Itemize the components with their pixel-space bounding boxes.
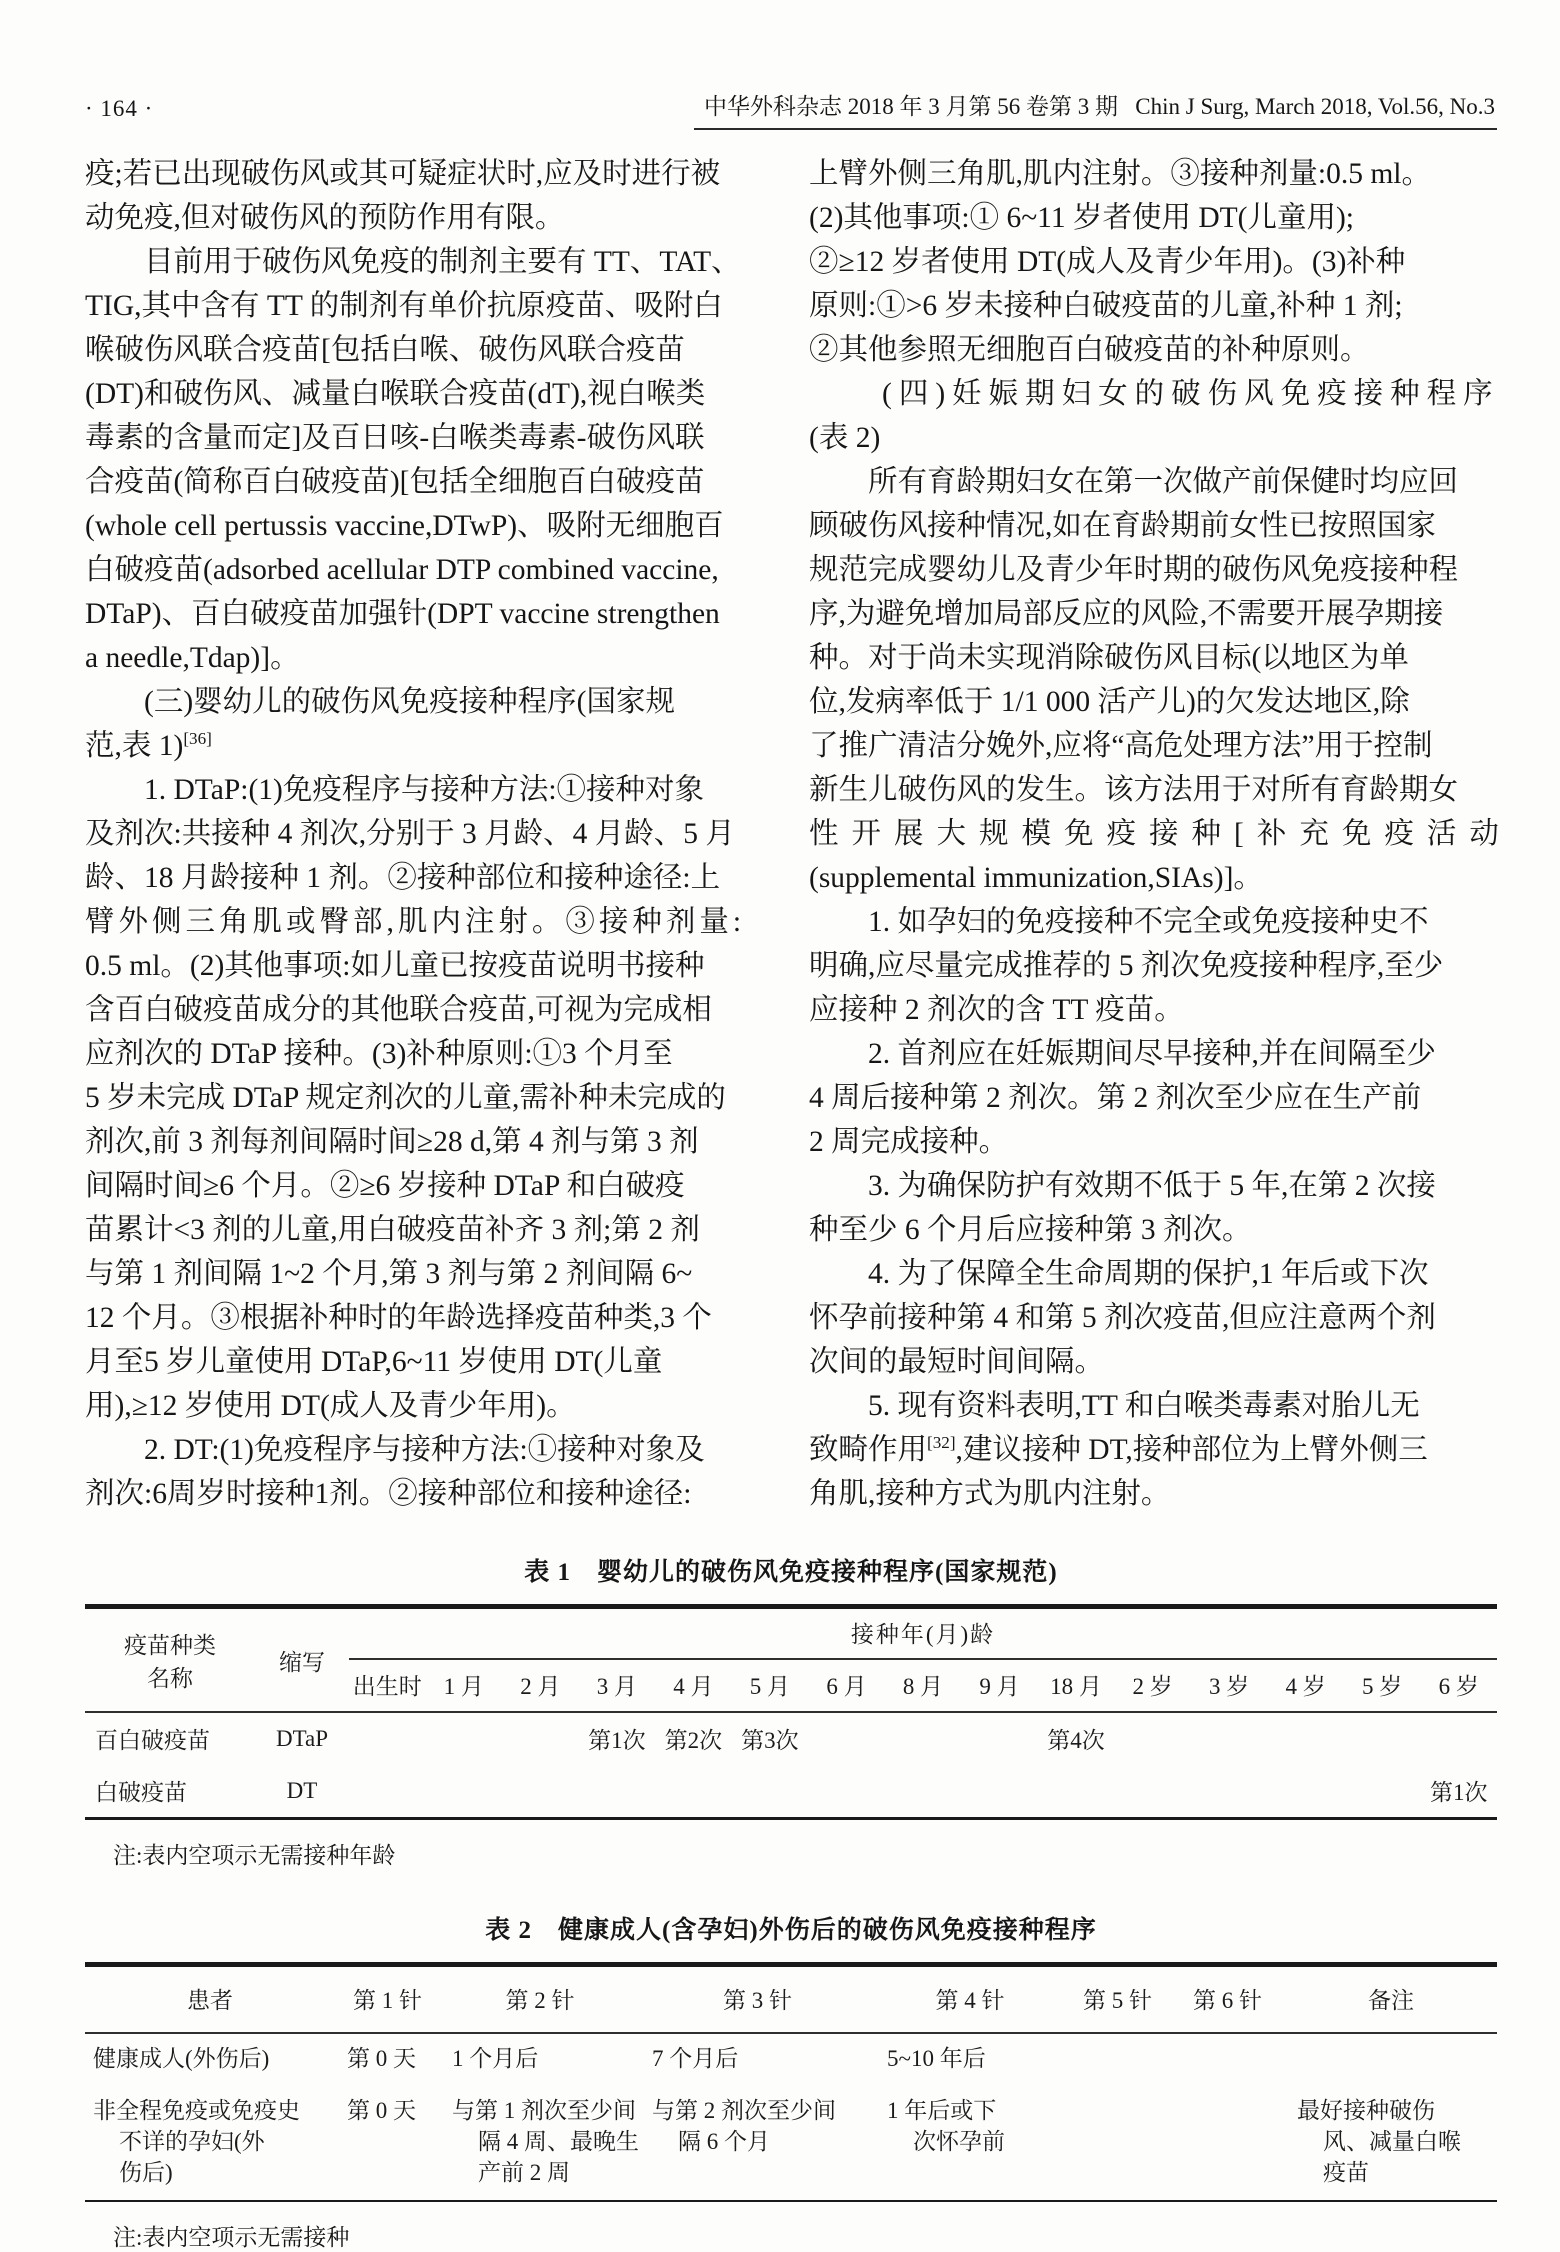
dose-cell xyxy=(1038,1765,1115,1819)
schedule-cell xyxy=(1065,2086,1170,2201)
text-line: a needle,Tdap)]。 xyxy=(85,642,300,674)
journal-citation: 中华外科杂志 2018 年 3 月第 56 卷第 3 期 Chin J Surg, March 2018, Vol.56, No.3 xyxy=(694,88,1497,130)
text-line: 应接种 2 剂次的含 TT 疫苗。 xyxy=(809,994,1184,1026)
page-number: · 164 · xyxy=(85,96,154,121)
cell-line: 次怀孕前 xyxy=(913,2129,1005,2154)
text-line: (whole cell pertussis vaccine,DTwP)、吸附无细胞百 xyxy=(85,510,724,542)
text-line: 顾破伤风接种情况,如在育龄期前女性已按照国家 xyxy=(809,510,1436,542)
vaccine-name: 白破疫苗 xyxy=(95,1780,187,1805)
text-line: 应剂次的 DTaP 接种。(3)补种原则:①3 个月至 xyxy=(85,1038,673,1070)
schedule-cell xyxy=(640,2086,875,2201)
text-line: 合疫苗(简称百白破疫苗)[包括全细胞百白破疫苗 xyxy=(85,466,705,498)
text-line: 1. 如孕妇的免疫接种不完全或免疫接种史不 xyxy=(809,906,1429,938)
age-column-header: 4 月 xyxy=(655,1659,732,1712)
text-line: 原则:①>6 岁未接种白破疫苗的儿童,补种 1 剂; xyxy=(809,290,1403,322)
schedule-cell xyxy=(1170,2033,1285,2086)
schedule-cell xyxy=(440,2086,640,2201)
text-line: (四)妊娠期妇女的破伤风免疫接种程序 xyxy=(809,378,1500,410)
cell-line: 疫苗 xyxy=(1323,2160,1369,2185)
text-line: 范,表 1)[36] xyxy=(85,729,212,762)
cell-line: 不详的孕妇(外 xyxy=(119,2129,265,2154)
table-header-row xyxy=(85,1965,1497,2034)
text-line: 12 个月。③根据补种时的年龄选择疫苗种类,3 个 xyxy=(85,1302,712,1334)
age-column-header: 9 月 xyxy=(961,1659,1038,1712)
text-line: 5. 现有资料表明,TT 和白喉类毒素对胎儿无 xyxy=(809,1390,1420,1422)
dose-cell xyxy=(349,1765,426,1819)
text-line: 4. 为了保障全生命周期的保护,1 年后或下次 xyxy=(809,1258,1429,1290)
text-line: 苗累计<3 剂的儿童,用白破疫苗补齐 3 剂;第 2 剂 xyxy=(85,1214,700,1246)
schedule-cell xyxy=(85,2033,335,2086)
dose-cell: 第4次 xyxy=(1047,1728,1105,1753)
text-line: 次间的最短时间间隔。 xyxy=(809,1346,1105,1378)
text-line: 1. DTaP:(1)免疫程序与接种方法:①接种对象 xyxy=(85,774,705,806)
column-header: 第 6 针 xyxy=(1170,1965,1285,2034)
text-line: 4 周后接种第 2 剂次。第 2 剂次至少应在生产前 xyxy=(809,1082,1422,1114)
schedule-cell xyxy=(1285,2086,1497,2201)
dose-cell xyxy=(1420,1712,1497,1765)
dose-cell xyxy=(885,1765,962,1819)
dose-cell xyxy=(426,1712,503,1765)
text-line: 角肌,接种方式为肌内注射。 xyxy=(809,1478,1171,1510)
schedule-cell xyxy=(335,2033,440,2086)
text-line: ②≥12 岁者使用 DT(成人及青少年用)。(3)补种 xyxy=(809,246,1406,278)
text-line: 用),≥12 岁使用 DT(成人及青少年用)。 xyxy=(85,1390,576,1422)
table-row xyxy=(85,2033,1497,2086)
schedule-cell xyxy=(640,2033,875,2086)
text-line: 间隔时间≥6 个月。②≥6 岁接种 DTaP 和白破疫 xyxy=(85,1170,685,1202)
text-line: (DT)和破伤风、减量白喉联合疫苗(dT),视白喉类 xyxy=(85,378,706,410)
text-line: 及剂次:共接种 4 剂次,分别于 3 月龄、4 月龄、5 月 xyxy=(85,818,735,850)
dose-cell xyxy=(1267,1765,1344,1819)
dose-cell xyxy=(1267,1712,1344,1765)
cell-line: 风、减量白喉 xyxy=(1323,2129,1461,2154)
dose-cell xyxy=(961,1712,1038,1765)
column-header: 第 5 针 xyxy=(1065,1965,1170,2034)
text-line: 2. DT:(1)免疫程序与接种方法:①接种对象及 xyxy=(85,1434,705,1466)
page-header xyxy=(85,88,1497,130)
schedule-cell xyxy=(1170,2086,1285,2201)
schedule-cell xyxy=(85,2086,335,2201)
vaccine-name: 百白破疫苗 xyxy=(95,1728,210,1753)
age-column-header: 5 月 xyxy=(732,1659,809,1712)
cell-line: 与第 1 剂次至少间 xyxy=(452,2098,636,2123)
cell-line: 非全程免疫或免疫史 xyxy=(93,2098,300,2123)
dose-cell xyxy=(1114,1765,1191,1819)
header-line: 疫苗种类 xyxy=(124,1633,216,1658)
left-column xyxy=(85,152,773,1516)
text-line: 剂次,前 3 剂每剂间隔时间≥28 d,第 4 剂与第 3 剂 xyxy=(85,1126,699,1158)
column-header: 患者 xyxy=(85,1965,335,2034)
table2-title: 表 2 健康成人(含孕妇)外伤后的破伤风免疫接种程序 xyxy=(485,1917,1097,1944)
text-line: 含百白破疫苗成分的其他联合疫苗,可视为完成相 xyxy=(85,994,712,1026)
table1-infant-schedule xyxy=(85,1604,1497,1820)
text-line: (2)其他事项:① 6~11 岁者使用 DT(儿童用); xyxy=(809,202,1355,234)
text-line: 毒素的含量而定]及百日咳-白喉类毒素-破伤风联 xyxy=(85,422,705,454)
text-line: TIG,其中含有 TT 的制剂有单价抗原疫苗、吸附白 xyxy=(85,290,723,322)
cell-line: 5~10 年后 xyxy=(887,2046,986,2071)
text-line: 龄、18 月龄接种 1 剂。②接种部位和接种途径:上 xyxy=(85,862,721,894)
schedule-cell xyxy=(1285,2033,1497,2086)
text-line: 喉破伤风联合疫苗[包括白喉、破伤风联合疫苗 xyxy=(85,334,685,366)
text-line: (三)婴幼儿的破伤风免疫接种程序(国家规 xyxy=(85,686,675,718)
schedule-cell xyxy=(875,2086,1065,2201)
text-line: 剂次:6周岁时接种1剂。②接种部位和接种途径: xyxy=(85,1478,692,1510)
table1-title: 表 1 婴幼儿的破伤风免疫接种程序(国家规范) xyxy=(524,1559,1058,1586)
schedule-cell xyxy=(335,2086,440,2201)
cell-line: 第 0 天 xyxy=(347,2046,416,2071)
text-line: 种至少 6 个月后应接种第 3 剂次。 xyxy=(809,1214,1252,1246)
text-line: 了推广清洁分娩外,应将“高危处理方法”用于控制 xyxy=(809,730,1433,762)
dose-cell xyxy=(808,1712,885,1765)
schedule-cell xyxy=(875,2033,1065,2086)
column-header: 第 2 针 xyxy=(440,1965,640,2034)
dose-cell xyxy=(502,1712,579,1765)
vaccine-abbr: DTaP xyxy=(275,1725,329,1751)
dose-cell xyxy=(655,1765,732,1819)
text-line: (表 2) xyxy=(809,422,881,454)
dose-cell: 第3次 xyxy=(741,1728,799,1753)
reference-superscript: [36] xyxy=(183,729,212,749)
dose-cell xyxy=(1344,1712,1421,1765)
right-column xyxy=(809,152,1512,1516)
dose-cell xyxy=(808,1765,885,1819)
text-line: ②其他参照无细胞百白破疫苗的补种原则。 xyxy=(809,334,1370,366)
age-column-header: 5 岁 xyxy=(1344,1659,1421,1712)
age-column-header: 1 月 xyxy=(426,1659,503,1712)
column-header: 第 1 针 xyxy=(335,1965,440,2034)
age-column-header: 3 岁 xyxy=(1191,1659,1268,1712)
abbreviation-header: 缩写 xyxy=(255,1607,349,1713)
schedule-cell xyxy=(1065,2033,1170,2086)
cell-line: 最好接种破伤 xyxy=(1297,2098,1435,2123)
table2-adult-schedule xyxy=(85,1962,1497,2202)
dose-cell: 第1次 xyxy=(1429,1780,1488,1805)
column-header: 第 4 针 xyxy=(875,1965,1065,2034)
text-line: 怀孕前接种第 4 和第 5 剂次疫苗,但应注意两个剂 xyxy=(809,1302,1436,1334)
cell-line: 1 个月后 xyxy=(452,2046,539,2071)
table-row xyxy=(85,1765,1497,1819)
vaccine-abbr: DT xyxy=(286,1777,318,1803)
table2-note: 注:表内空项示无需接种 xyxy=(113,2225,350,2250)
schedule-cell xyxy=(440,2033,640,2086)
cell-line: 7 个月后 xyxy=(652,2046,739,2071)
cell-line: 健康成人(外伤后) xyxy=(93,2046,270,2071)
text-line: 与第 1 剂间隔 1~2 个月,第 3 剂与第 2 剂间隔 6~ xyxy=(85,1258,693,1290)
table1-note: 注:表内空项示无需接种年龄 xyxy=(113,1843,396,1868)
age-column-header: 18 月 xyxy=(1038,1659,1115,1712)
text-line: 5 岁未完成 DTaP 规定剂次的儿童,需补种未完成的 xyxy=(85,1082,726,1114)
age-column-header: 4 岁 xyxy=(1267,1659,1344,1712)
text-line: 致畸作用[32],建议接种 DT,接种部位为上臂外侧三 xyxy=(809,1433,1428,1466)
dose-cell xyxy=(579,1765,656,1819)
dose-cell xyxy=(426,1765,503,1819)
age-column-header: 3 月 xyxy=(579,1659,656,1712)
cell-line: 1 年后或下 xyxy=(887,2098,997,2123)
text-line: 臂外侧三角肌或臀部,肌内注射。③接种剂量: xyxy=(85,906,746,938)
dose-cell xyxy=(732,1765,809,1819)
cell-line: 与第 2 剂次至少间 xyxy=(652,2098,836,2123)
dose-cell xyxy=(502,1765,579,1819)
dose-cell xyxy=(961,1765,1038,1819)
age-column-header: 2 岁 xyxy=(1114,1659,1191,1712)
age-column-header: 6 月 xyxy=(808,1659,885,1712)
table-row xyxy=(85,1712,1497,1765)
text-line: 目前用于破伤风免疫的制剂主要有 TT、TAT、 xyxy=(85,246,741,278)
table-row xyxy=(85,2086,1497,2201)
header-line: 名称 xyxy=(147,1666,193,1691)
age-column-header: 出生时 xyxy=(349,1659,426,1712)
table-header-row xyxy=(85,1607,1497,1660)
dose-cell: 第2次 xyxy=(664,1728,723,1753)
cell-line: 产前 2 周 xyxy=(478,2160,570,2185)
column-header: 第 3 针 xyxy=(640,1965,875,2034)
age-column-header: 6 岁 xyxy=(1420,1659,1497,1712)
text-line: 0.5 ml。(2)其他事项:如儿童已按疫苗说明书接种 xyxy=(85,950,705,982)
text-line: 疫;若已出现破伤风或其可疑症状时,应及时进行被 xyxy=(85,158,721,190)
dose-cell xyxy=(1191,1765,1268,1819)
text-line: 所有育龄期妇女在第一次做产前保健时均应回 xyxy=(809,466,1459,498)
text-line: 白破疫苗(adsorbed acellular DTP combined vaccine, xyxy=(85,554,719,586)
text-line: 月至5 岁儿童使用 DTaP,6~11 岁使用 DT(儿童 xyxy=(85,1346,663,1378)
text-line: 3. 为确保防护有效期不低于 5 年,在第 2 次接 xyxy=(809,1170,1436,1202)
cell-line: 隔 4 周、最晚生 xyxy=(478,2129,639,2154)
text-line: 位,发病率低于 1/1 000 活产儿)的欠发达地区,除 xyxy=(809,686,1410,718)
text-line: DTaP)、百白破疫苗加强针(DPT vaccine strengthen xyxy=(85,598,720,630)
text-line: 新生儿破伤风的发生。该方法用于对所有育龄期女 xyxy=(809,774,1459,806)
text-line: 动免疫,但对破伤风的预防作用有限。 xyxy=(85,202,565,234)
age-column-header: 2 月 xyxy=(502,1659,579,1712)
dose-cell xyxy=(349,1712,426,1765)
text-line: (supplemental immunization,SIAs)]。 xyxy=(809,862,1263,894)
vaccine-type-header xyxy=(85,1607,255,1713)
text-line: 序,为避免增加局部反应的风险,不需要开展孕期接 xyxy=(809,598,1444,630)
dose-cell xyxy=(885,1712,962,1765)
cell-line: 伤后) xyxy=(119,2160,173,2185)
text-line: 种。对于尚未实现消除破伤风目标(以地区为单 xyxy=(809,642,1409,674)
text-line: 2 周完成接种。 xyxy=(809,1126,1009,1158)
cell-line: 隔 6 个月 xyxy=(678,2129,770,2154)
article-body xyxy=(85,152,1512,1516)
age-column-header: 8 月 xyxy=(885,1659,962,1712)
column-header: 备注 xyxy=(1285,1965,1497,2034)
dose-cell: 第1次 xyxy=(588,1728,646,1753)
text-line: 2. 首剂应在妊娠期间尽早接种,并在间隔至少 xyxy=(809,1038,1436,1070)
text-line: 明确,应尽量完成推荐的 5 剂次免疫接种程序,至少 xyxy=(809,950,1444,982)
dose-cell xyxy=(1191,1712,1268,1765)
text-line: 规范完成婴幼儿及青少年时期的破伤风免疫接种程 xyxy=(809,554,1459,586)
age-group-header: 接种年(月)龄 xyxy=(349,1607,1497,1660)
reference-superscript: [32] xyxy=(927,1433,956,1453)
dose-cell xyxy=(1344,1765,1421,1819)
cell-line: 第 0 天 xyxy=(347,2098,416,2123)
text-line: 性开展大规模免疫接种[补充免疫活动 xyxy=(809,818,1512,850)
dose-cell xyxy=(1114,1712,1191,1765)
text-line: 上臂外侧三角肌,肌内注射。③接种剂量:0.5 ml。 xyxy=(809,158,1431,190)
